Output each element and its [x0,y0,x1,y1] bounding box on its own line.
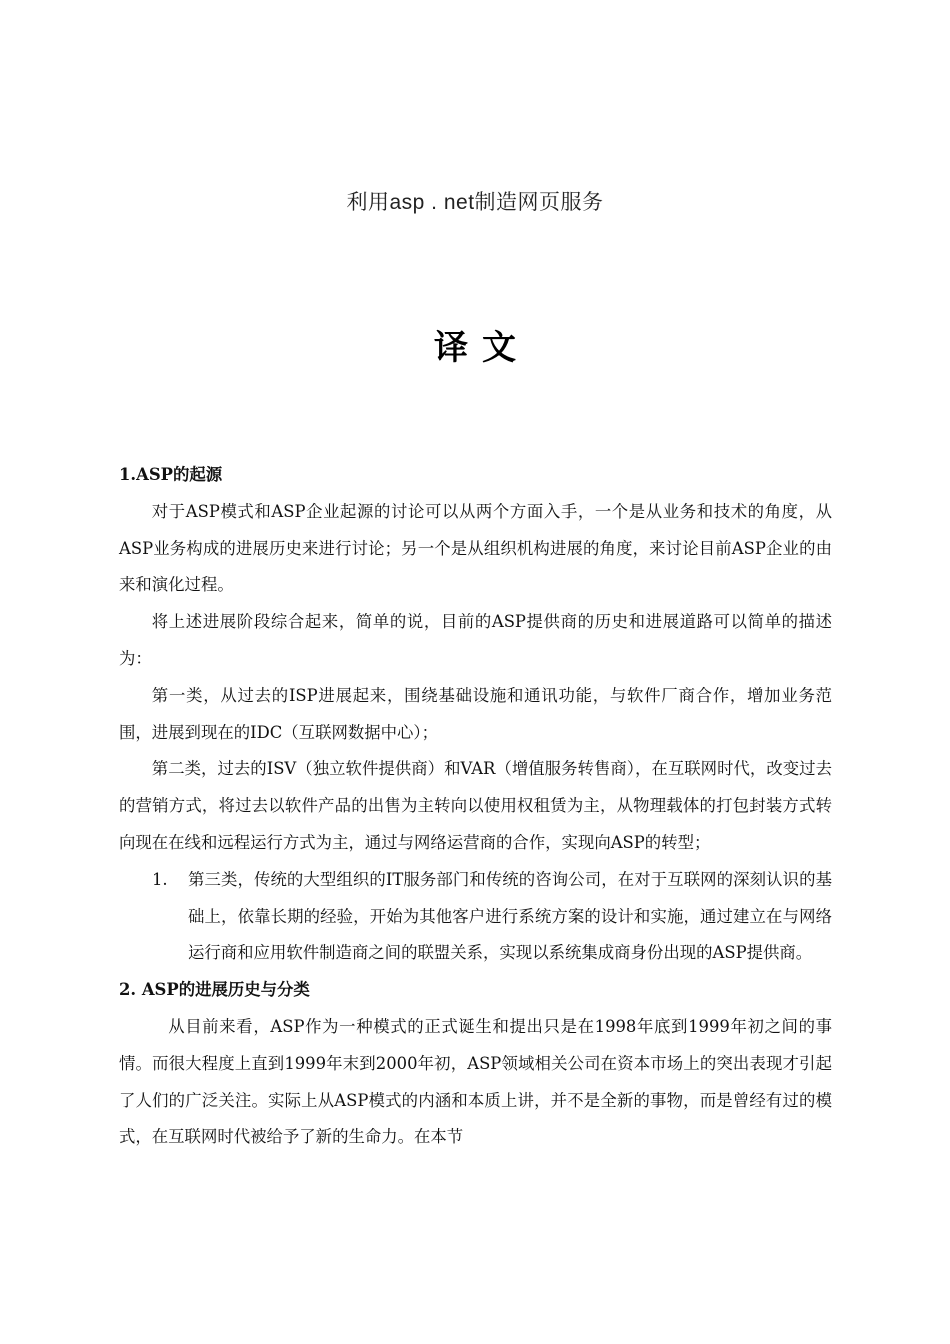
document-body [119,457,832,1156]
list-item-number: 1. [152,869,168,889]
document-title: 译文 [434,328,530,368]
section-1-paragraph: 对于ASP模式和ASP企业起源的讨论可以从两个方面入手，一个是从业务和技术的角度，从ASP业务构成的进展历史来进行讨论；另一个是从组织机构进展的角度，来讨论目前ASP企业的由来和演化过程。 [119,501,832,595]
section-1-paragraph: 将上述进展阶段综合起来，简单的说，目前的ASP提供商的历史和进展道路可以简单的描述为： [119,612,832,668]
section-2-paragraph: 从目前来看，ASP作为一种模式的正式诞生和提出只是在1998年底到1999年初之间的事情。而很大程度上直到1999年末到2000年初，ASP领域相关公司在资本市场上的突出表现才引起了人们的广泛关注。实际上从ASP模式的内涵和本质上讲，并不是全新的事物，而是曾经有过的模式，在互联网时代被给予了新的生命力。在本节 [119,1016,832,1147]
list-item-text: 第三类，传统的大型组织的IT服务部门和传统的咨询公司，在对于互联网的深刻认识的基础上，依靠长期的经验，开始为其他客户进行系统方案的设计和实施，通过建立在与网络运行商和应用软件制造商之间的联盟关系，实现以系统集成商身份出现的ASP提供商。 [188,869,832,963]
document-subtitle: 利用asp . net制造网页服务 [346,191,604,214]
section-1-paragraph: 第一类，从过去的ISP进展起来，围绕基础设施和通讯功能，与软件厂商合作，增加业务范围，进展到现在的IDC（互联网数据中心）； [119,685,832,742]
section-2-heading: 2. ASP的进展历史与分类 [119,980,310,1000]
section-1-heading: 1.ASP的起源 [119,465,223,484]
numbered-list-item [119,862,832,972]
section-1-paragraph: 第二类，过去的ISV（独立软件提供商）和VAR（增值服务转售商），在互联网时代，改变过去的营销方式，将过去以软件产品的出售为主转向以使用权租赁为主，从物理载体的打包封装方式转向现在在线和远程运行方式为主，通过与网络运营商的合作，实现向ASP的转型； [119,759,832,852]
